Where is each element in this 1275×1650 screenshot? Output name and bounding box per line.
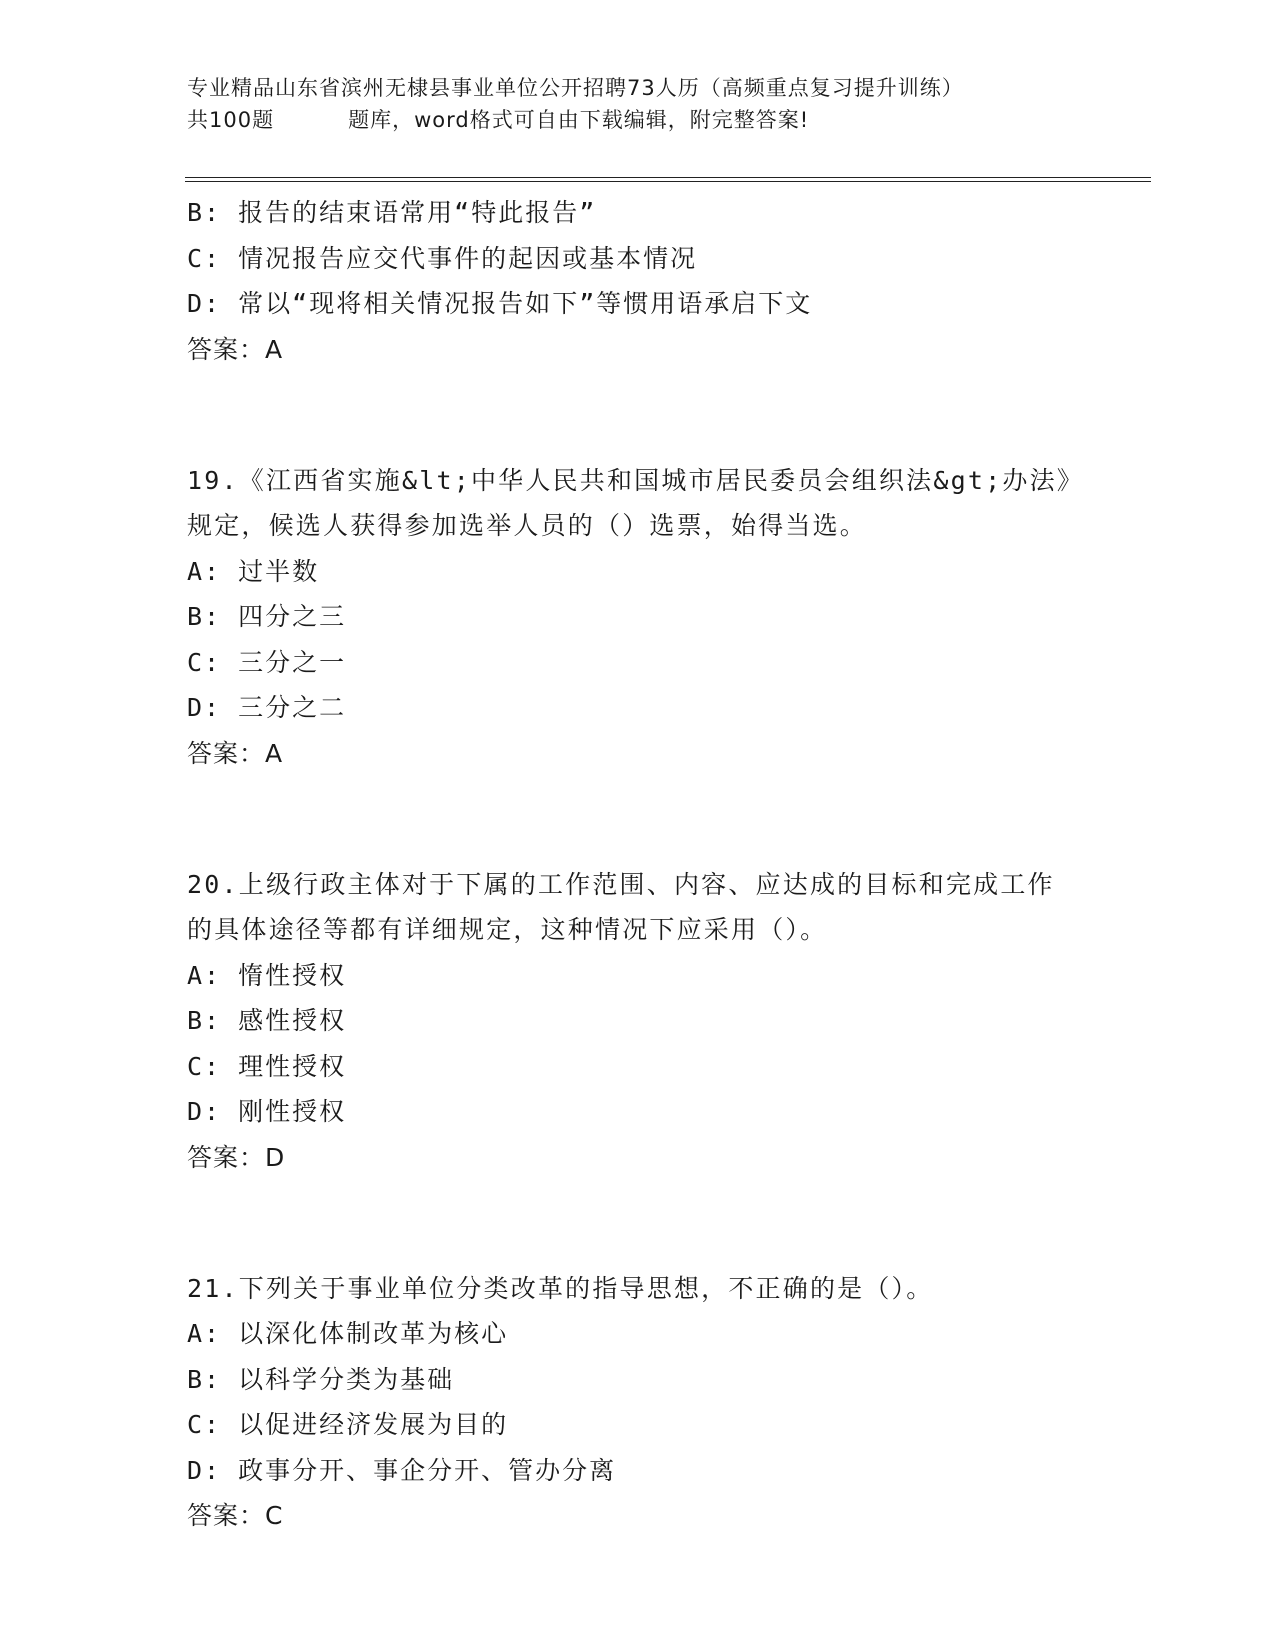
answer-line: 答案：A	[187, 738, 284, 768]
option-c: C: 以促进经济发展为目的	[187, 1410, 509, 1439]
header-subtitle-line	[187, 104, 1087, 136]
option-b: B: 感性授权	[187, 1006, 347, 1035]
option-b: B: 以科学分类为基础	[187, 1364, 455, 1394]
option-d: D: 常以“现将相关情况报告如下”等惯用语承启下文	[187, 289, 813, 318]
answer-line: 答案：A	[187, 334, 284, 364]
header-description: 题库，word格式可自由下载编辑，附完整答案!	[348, 108, 810, 132]
option-d: D: 政事分开、事企分开、管办分离	[187, 1455, 617, 1485]
question-text: 19.《江西省实施&lt;中华人民共和国城市居民委员会组织法&gt;办法》规定，候选人获得参加选举人员的（）选票，始得当选。	[187, 465, 1072, 540]
question-block-21	[187, 1266, 1087, 1539]
header-title-line: 专业精品山东省滨州无棣县事业单位公开招聘73人历（高频重点复习提升训练）	[187, 76, 964, 100]
answer-line: 答案：C	[187, 1501, 284, 1530]
question-block-20	[187, 862, 1087, 1181]
option-c: C: 理性授权	[187, 1051, 347, 1081]
question-block-19	[187, 458, 1087, 777]
option-a: A: 过半数	[187, 556, 320, 586]
header-rule-top	[185, 177, 1151, 178]
header-question-count: 共100题	[187, 108, 275, 132]
option-d: D: 三分之二	[187, 693, 347, 722]
answer-line: 答案：D	[187, 1142, 286, 1172]
question-text: 21.下列关于事业单位分类改革的指导思想，不正确的是（）。	[187, 1273, 934, 1303]
question-list	[187, 190, 1087, 1539]
question-block-18	[187, 190, 1087, 372]
document-header	[187, 72, 1087, 136]
question-text: 20.上级行政主体对于下属的工作范围、内容、应达成的目标和完成工作的具体途径等都有详细规定，这种情况下应采用（）。	[187, 869, 1055, 944]
option-c: C: 情况报告应交代事件的起因或基本情况	[187, 243, 698, 273]
option-b: B: 四分之三	[187, 602, 347, 631]
option-a: A: 惰性授权	[187, 960, 347, 990]
option-c: C: 三分之一	[187, 647, 347, 677]
header-rule-bottom	[185, 181, 1151, 182]
option-a: A: 以深化体制改革为核心	[187, 1319, 509, 1348]
option-b: B: 报告的结束语常用“特此报告”	[187, 198, 597, 227]
option-d: D: 刚性授权	[187, 1097, 347, 1126]
